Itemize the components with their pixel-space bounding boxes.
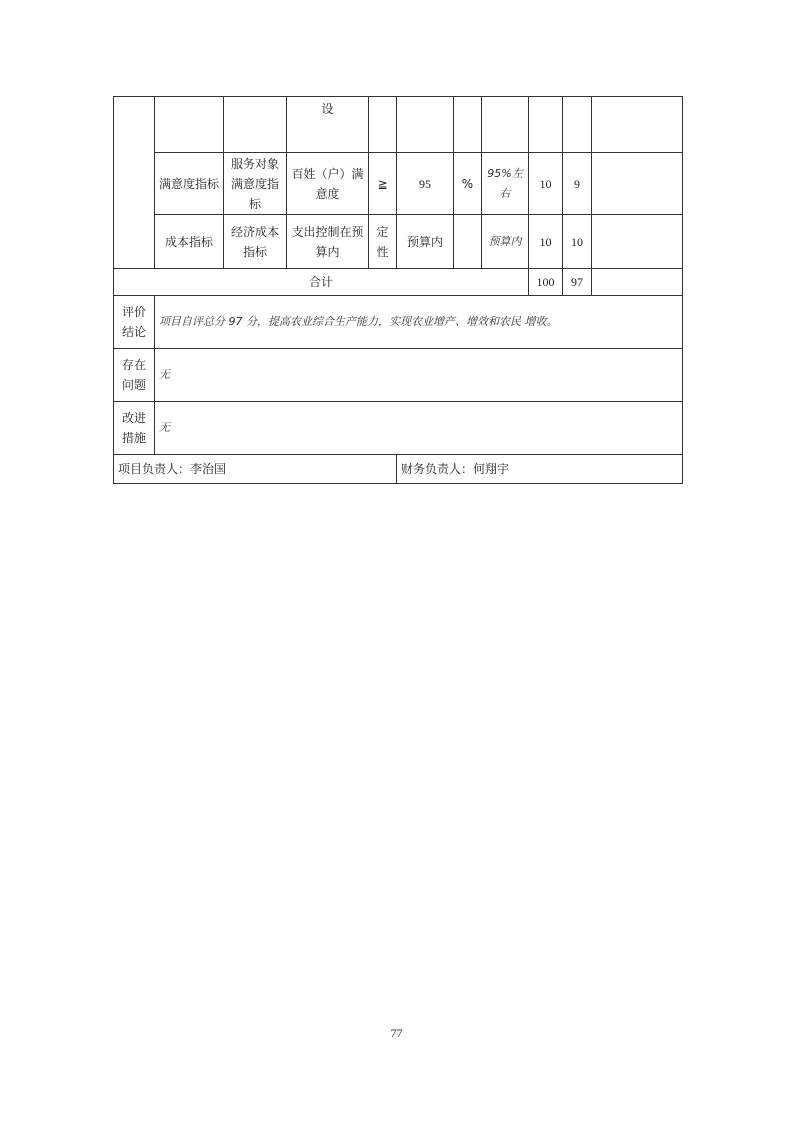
level3-indicator-cell: 经济成本指标 [224,215,287,269]
target-value-cell: 预算内 [397,215,454,269]
level3-indicator-cell [224,97,287,153]
actual-value-cell: 95%左右 [482,153,529,215]
target-value-cell: 95 [397,153,454,215]
level2-indicator-cell: 成本指标 [155,215,224,269]
improvements-text: 无 [155,402,683,455]
score-cell [563,97,592,153]
performance-evaluation-table [113,96,683,484]
project-lead-signature: 项目负责人：李治国 [114,455,397,484]
improvements-label: 改进措施 [114,402,155,455]
finance-lead-signature: 财务负责人：何翔宇 [397,455,683,484]
table-row [114,97,683,153]
table-row [114,215,683,269]
page-number: 77 [390,1026,403,1040]
total-row [114,269,683,296]
indicator-content-cell: 百姓（户）满意度 [287,153,369,215]
indicator-content-cell: 支出控制在预算内 [287,215,369,269]
table-row [114,153,683,215]
note-cell [592,97,683,153]
level2-indicator-cell: 满意度指标 [155,153,224,215]
weight-cell [529,97,563,153]
unit-cell [454,97,482,153]
indicator-content-cell: 设 [287,97,369,153]
level1-indicator-cell [114,97,155,269]
evaluation-text: 项目自评总分 97 分，提高农业综合生产能力，实现农业增产、增效和农民 增收。 [155,296,683,349]
actual-value-cell: 预算内 [482,215,529,269]
total-actual-score: 97 [563,269,592,296]
total-label: 合计 [114,269,529,296]
total-full-score: 100 [529,269,563,296]
target-value-cell [397,97,454,153]
score-cell: 9 [563,153,592,215]
level3-indicator-cell: 服务对象满意度指标 [224,153,287,215]
actual-value-cell [482,97,529,153]
note-cell [592,215,683,269]
problems-row [114,349,683,402]
operator-cell: 定性 [369,215,397,269]
operator-cell [369,97,397,153]
weight-cell: 10 [529,153,563,215]
signature-row [114,455,683,484]
unit-cell: % [454,153,482,215]
score-cell: 10 [563,215,592,269]
unit-cell [454,215,482,269]
problems-text: 无 [155,349,683,402]
evaluation-label: 评价结论 [114,296,155,349]
note-cell [592,153,683,215]
operator-cell: ≧ [369,153,397,215]
note-cell [592,269,683,296]
problems-label: 存在问题 [114,349,155,402]
weight-cell: 10 [529,215,563,269]
evaluation-row [114,296,683,349]
level2-indicator-cell [155,97,224,153]
improvements-row [114,402,683,455]
